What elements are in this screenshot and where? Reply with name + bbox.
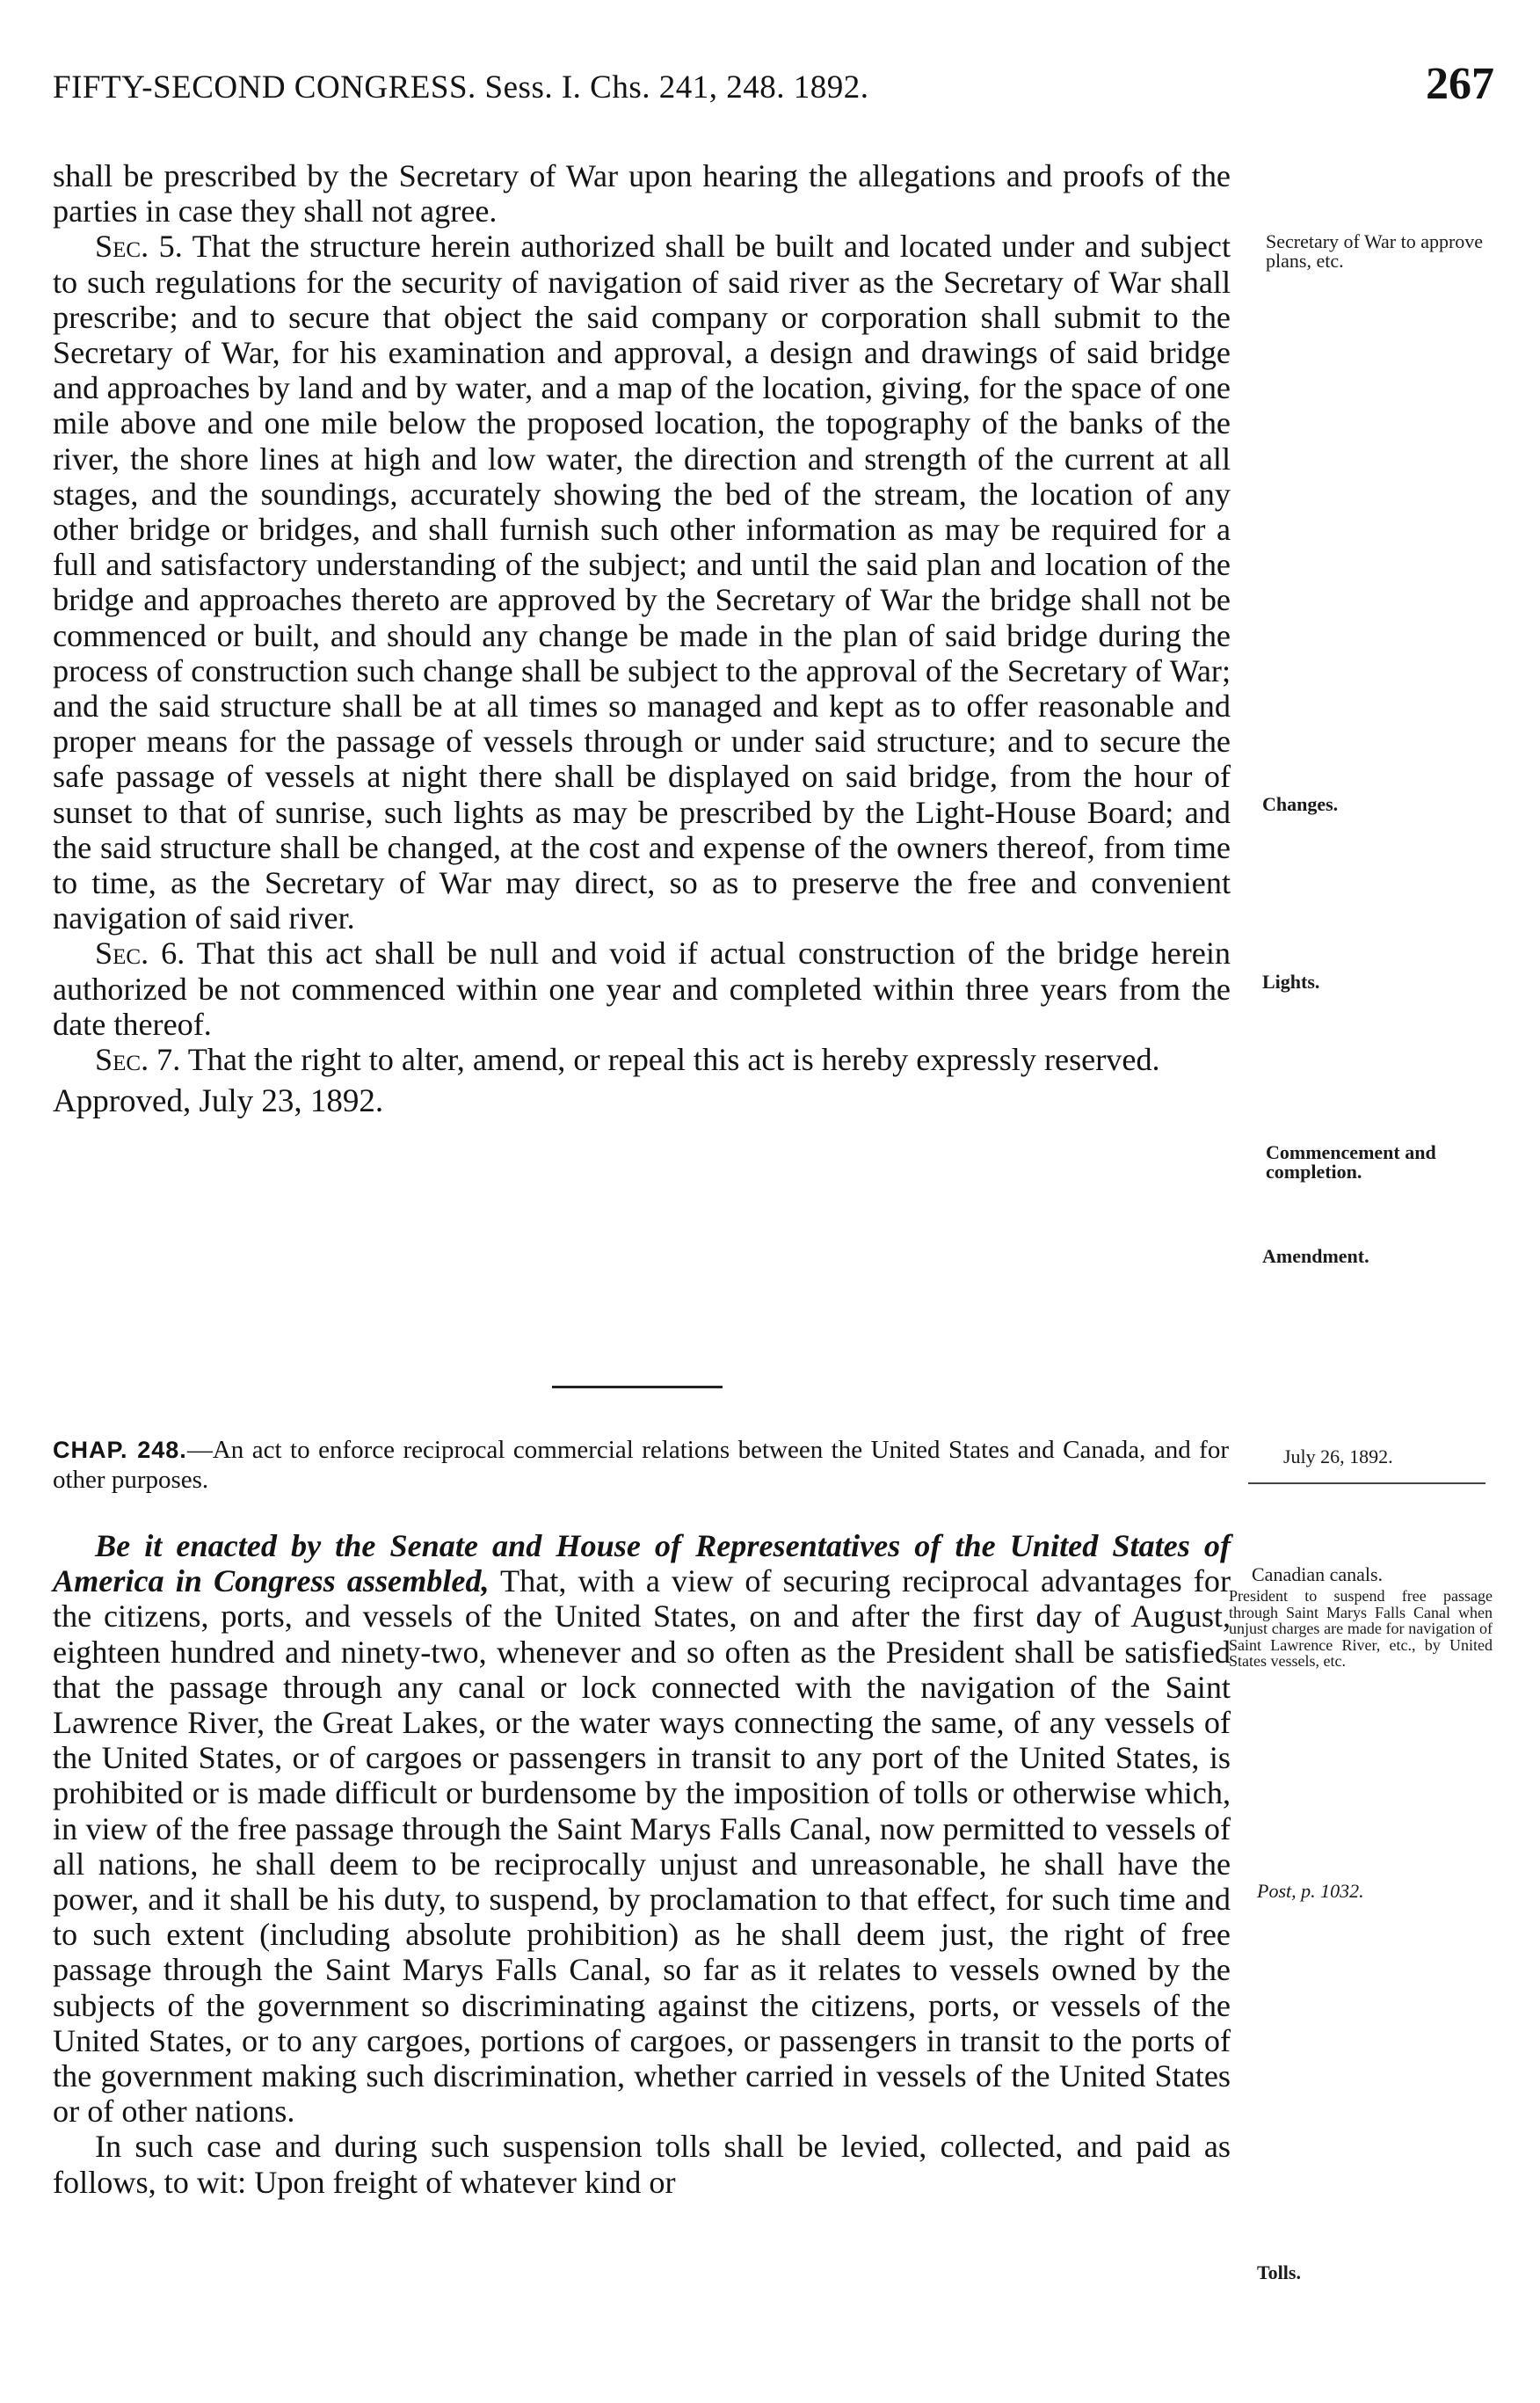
page-header: [53, 59, 1494, 125]
section-6: [53, 936, 1231, 1042]
page-number: 267: [1426, 59, 1494, 109]
chapter-title: —An act to enforce reciprocal commercial relations between the United States and Canada, and for other purposes.: [53, 1436, 1229, 1494]
date-rule: [1248, 1482, 1486, 1484]
section-5-label: Sec. 5.: [95, 229, 183, 265]
section-7-text: That the right to alter, amend, or repeal this act is hereby expressly reserved.: [180, 1042, 1160, 1078]
section-6-label: Sec. 6.: [95, 936, 185, 972]
main-text-upper: [53, 158, 1231, 1119]
paragraph-1-text: That, with a view of securing reciprocal advantages for the citizens, ports, and vessels of the United States, on and after the first day of August, eighteen hundred and ninety-two, whenever and so often as the President shall be satisfied that the passage through any canal or lock connected with the navigation of the Saint Lawrence River, the Great Lakes, or the water ways connecting the same, of any vessels of the United States, or of cargoes or passengers in transit to any port of the United States, is prohibited or is made difficult or burdensome by the imposition of tolls or otherwise which, in view of the free passage through the Saint Marys Falls Canal, now permitted to vessels of all nations, he shall deem to be reciprocally unjust and unreasonable, he shall have the power, and it shall be his duty, to suspend, by proclamation to that effect, for such time and to such extent (including absolute prohibition) as he shall deem just, the right of free passage through the Saint Marys Falls Canal, so far as it relates to vessels owned by the subjects of the government so discriminating against the citizens, ports, or vessels of the United States, or to any cargoes, portions of cargoes, or passengers in transit to the ports of the government making such discrimination, whether carried in vessels of the United States or of other nations.: [53, 1563, 1231, 2130]
note-changes: Changes.: [1262, 793, 1339, 815]
enacting-paragraph: [53, 1528, 1231, 2129]
note-tolls: Tolls.: [1257, 2261, 1301, 2283]
note-secretary: Secretary of War to approve plans, etc.: [1266, 230, 1484, 272]
section-divider: [552, 1386, 723, 1388]
note-amendment: Amendment.: [1262, 1245, 1369, 1267]
note-president: President to suspend free passage through Saint Marys Falls Canal when unjust charges are made for navigation of Saint Lawrence River, etc., by United States vessels, etc.: [1229, 1587, 1493, 1671]
section-6-text: That this act shall be null and void if actual construction of the bridge herein authorized be not commenced within one year and completed within three years from the date thereof.: [53, 936, 1231, 1042]
chapter-label: CHAP. 248.: [53, 1437, 187, 1463]
section-7: [53, 1042, 1231, 1077]
chapter-heading: [53, 1435, 1229, 1495]
paragraph-2: In such case and during such suspension tolls shall be levied, collected, and paid as follows, to wit: Upon freight of whatever kind or: [53, 2129, 1231, 2200]
note-canadian: Canadian canals.: [1252, 1563, 1384, 1585]
note-lights: Lights.: [1262, 971, 1320, 993]
note-post: Post, p. 1032.: [1257, 1880, 1364, 1902]
approved-date: Approved, July 23, 1892.: [53, 1083, 384, 1120]
enacting-clause: Be it enacted by the Senate and House of Representatives of the United States of America in Congress assembled,: [53, 1528, 1231, 1599]
section-5-text: That the structure herein authorized shall be built and located under and subject to such regulations for the security of navigation of said river as the Secretary of War shall prescribe; and to secure that object the said company or corporation shall submit to the Secretary of War, for his examination and approval, a design and drawings of said bridge and approaches by land and by water, and a map of the location, giving, for the space of one mile above and one mile below the proposed location, the topography of the banks of the river, the shore lines at high and low water, the direction and strength of the current at all stages, and the soundings, accurately showing the bed of the stream, the location of any other bridge or bridges, and shall furnish such other information as may be required for a full and satisfactory understanding of the subject; and until the said plan and location of the bridge and approaches thereto are approved by the Secretary of War the bridge shall not be commenced or built, and should any change be made in the plan of said bridge during the process of construction such change shall be subject to the approval of the Secretary of War; and the said structure shall be at all times so managed and kept as to offer reasonable and proper means for the passage of vessels through or under said structure; and to secure the safe passage of vessels at night there shall be displayed on said bridge, from the hour of sunset to that of sunrise, such lights as may be prescribed by the Light-House Board; and the said structure shall be changed, at the cost and expense of the owners thereof, from time to time, as the Secretary of War may direct, so as to preserve the free and convenient navigation of said river.: [53, 229, 1231, 936]
main-text-lower: [53, 1528, 1231, 2200]
running-title: FIFTY-SECOND CONGRESS. Sess. I. Chs. 241, 248. 1892.: [53, 69, 869, 106]
note-date: July 26, 1892.: [1283, 1445, 1393, 1467]
section-7-label: Sec. 7.: [95, 1042, 181, 1078]
paragraph-continued: shall be prescribed by the Secretary of War upon hearing the allegations and proofs of the parties in case they shall not agree.: [53, 158, 1231, 229]
section-5: [53, 229, 1231, 936]
note-commencement: Commencement and completion.: [1266, 1141, 1436, 1183]
